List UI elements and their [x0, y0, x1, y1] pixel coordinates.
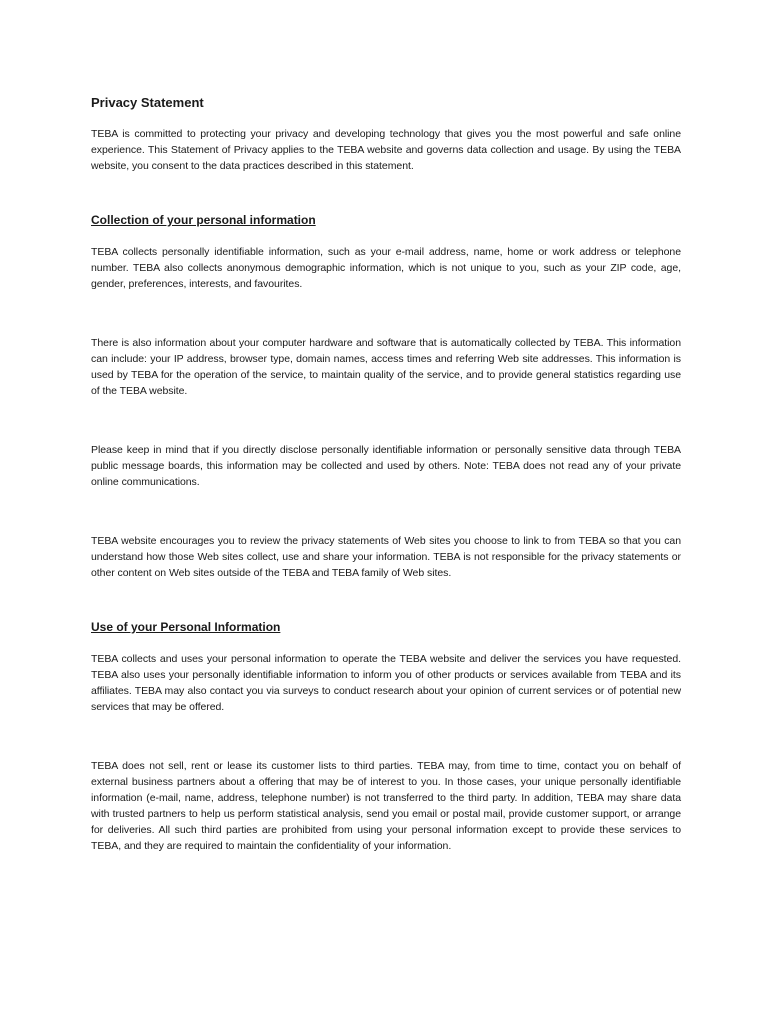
use-paragraph-1: TEBA collects and uses your personal information to operate the TEBA website and deliver the services you have requested. TEBA also uses your personally identifiable information to inform you of other products or services available from TEBA and its affiliates. TEBA may also contact you via surveys to conduct research about your opinion of current services or of potential new services that may be offered.: [91, 653, 681, 713]
section-heading-use: Use of your Personal Information: [91, 620, 281, 634]
intro-paragraph: TEBA is committed to protecting your privacy and developing technology that gives you the most powerful and safe online experience. This Statement of Privacy applies to the TEBA website and governs data collection and usage. By using the TEBA website, you consent to the data practices described in this statement.: [91, 128, 681, 172]
collection-paragraph-3: Please keep in mind that if you directly disclose personally identifiable information or personally sensitive data through TEBA public message boards, this information may be collected and used by others. Note: TEBA does not read any of your private online communications.: [91, 444, 681, 488]
section-heading-collection: Collection of your personal information: [91, 213, 316, 227]
collection-paragraph-1: TEBA collects personally identifiable information, such as your e-mail address, name, home or work address or telephone number. TEBA also collects anonymous demographic information, which is not unique to you, such as your ZIP code, age, gender, preferences, interests, and favourites.: [91, 246, 681, 290]
use-paragraph-2: TEBA does not sell, rent or lease its customer lists to third parties. TEBA may, from time to time, contact you on behalf of external business partners about a offering that may be of interest to you. In those cases, your unique personally identifiable information (e-mail, name, address, telephone number) is not transferred to the third party. In addition, TEBA may share data with trusted partners to help us perform statistical analysis, send you email or postal mail, provide customer support, or arrange for deliveries. All such third parties are prohibited from using your personal information except to provide these services to TEBA, and they are required to maintain the confidentiality of your information.: [91, 760, 681, 852]
document-page: [91, 94, 681, 854]
page-title: Privacy Statement: [91, 95, 204, 110]
collection-paragraph-2: There is also information about your computer hardware and software that is automatically collected by TEBA. This information can include: your IP address, browser type, domain names, access times and referring Web site addresses. This information is used by TEBA for the operation of the service, to maintain quality of the service, and to provide general statistics regarding use of the TEBA website.: [91, 337, 681, 397]
collection-paragraph-4: TEBA website encourages you to review the privacy statements of Web sites you choose to link to from TEBA so that you can understand how those Web sites collect, use and share your information. TEBA is not responsible for the privacy statements or other content on Web sites outside of the TEBA and TEBA family of Web sites.: [91, 535, 681, 579]
